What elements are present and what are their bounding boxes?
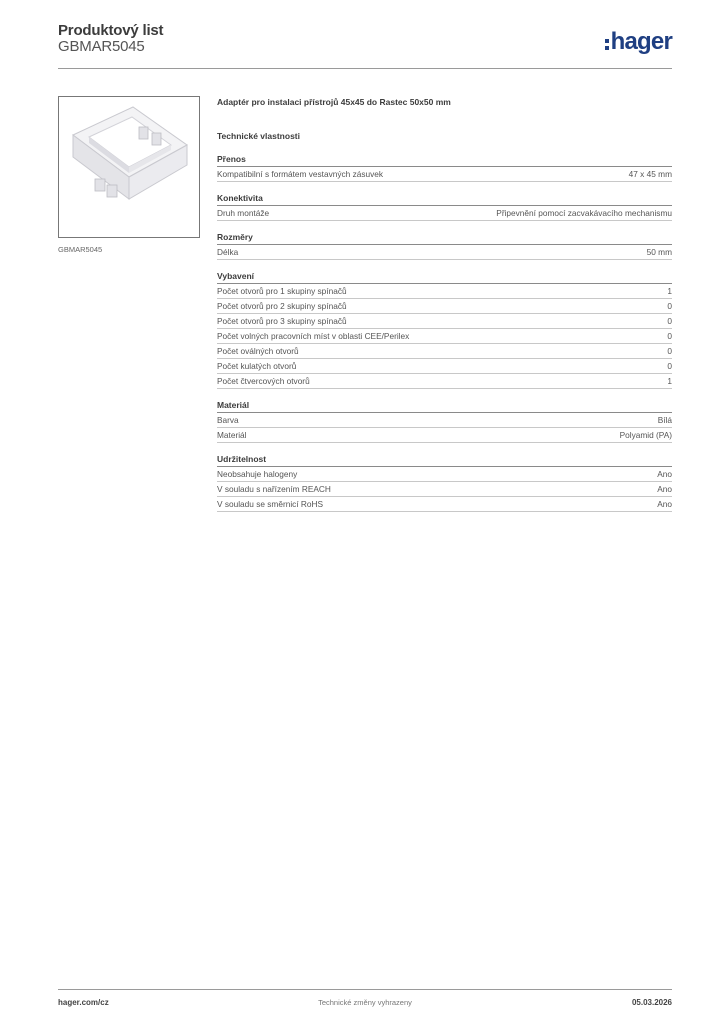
spec-value: 0 — [667, 346, 672, 356]
section-title: Přenos — [217, 153, 672, 167]
page-footer — [58, 989, 672, 1007]
spec-row — [217, 359, 672, 374]
image-caption: GBMAR5045 — [58, 245, 103, 254]
spec-label: Barva — [217, 415, 239, 425]
spec-row — [217, 428, 672, 443]
specification-sections — [217, 153, 672, 512]
section-title: Materiál — [217, 399, 672, 413]
spec-value: 47 x 45 mm — [628, 169, 672, 179]
spec-value: Ano — [657, 499, 672, 509]
spec-row — [217, 413, 672, 428]
spec-label: Počet otvorů pro 2 skupiny spínačů — [217, 301, 347, 311]
spec-row — [217, 329, 672, 344]
footer-website-link[interactable]: hager.com/cz — [58, 998, 109, 1007]
section-title: Vybavení — [217, 270, 672, 284]
footer-notice: Technické změny vyhrazeny — [318, 998, 412, 1007]
spec-row — [217, 497, 672, 512]
spec-row — [217, 374, 672, 389]
spec-label: Materiál — [217, 430, 247, 440]
logo-text: hager — [610, 28, 672, 55]
spec-row — [217, 344, 672, 359]
spec-label: Počet kulatých otvorů — [217, 361, 297, 371]
spec-row — [217, 167, 672, 182]
spec-value: Připevnění pomocí zacvakávacího mechanismu — [496, 208, 672, 218]
document-title: Produktový list — [58, 22, 164, 39]
spec-value: Ano — [657, 469, 672, 479]
footer-date: 05.03.2026 — [631, 998, 672, 1007]
technical-properties-heading: Technické vlastnosti — [217, 131, 300, 141]
spec-label: Délka — [217, 247, 239, 257]
logo-dots-icon — [605, 39, 609, 50]
spec-label: Počet otvorů pro 3 skupiny spínačů — [217, 316, 347, 326]
spec-value: 50 mm — [646, 247, 672, 257]
spec-row — [217, 482, 672, 497]
spec-row — [217, 467, 672, 482]
spec-row — [217, 299, 672, 314]
spec-label: Druh montáže — [217, 208, 270, 218]
spec-row — [217, 245, 672, 260]
spec-value: Polyamid (PA) — [619, 430, 672, 440]
spec-value: Bílá — [657, 415, 672, 425]
hager-logo — [605, 28, 672, 56]
spec-label: Počet otvorů pro 1 skupiny spínačů — [217, 286, 347, 296]
spec-label: V souladu s nařízením REACH — [217, 484, 331, 494]
spec-row — [217, 284, 672, 299]
spec-label: V souladu se směrnicí RoHS — [217, 499, 324, 509]
spec-row — [217, 206, 672, 221]
spec-label: Počet volných pracovních míst v oblasti CEE/Perilex — [217, 331, 410, 341]
spec-value: Ano — [657, 484, 672, 494]
product-code: GBMAR5045 — [58, 38, 145, 55]
section-title: Konektivita — [217, 192, 672, 206]
product-image — [58, 96, 200, 238]
product-name: Adaptér pro instalaci přístrojů 45x45 do Rastec 50x50 mm — [217, 97, 451, 107]
spec-label: Počet oválných otvorů — [217, 346, 299, 356]
section-title: Rozměry — [217, 231, 672, 245]
product-details — [217, 95, 672, 512]
spec-value: 0 — [667, 331, 672, 341]
section-title: Udržitelnost — [217, 453, 672, 467]
spec-value: 1 — [667, 286, 672, 296]
spec-row — [217, 314, 672, 329]
spec-label: Počet čtvercových otvorů — [217, 376, 310, 386]
spec-label: Neobsahuje halogeny — [217, 469, 298, 479]
spec-label: Kompatibilní s formátem vestavných zásuvek — [217, 169, 384, 179]
page-header — [58, 22, 672, 69]
square-frame-adapter-icon — [59, 97, 199, 237]
spec-value: 1 — [667, 376, 672, 386]
spec-value: 0 — [667, 301, 672, 311]
spec-value: 0 — [667, 361, 672, 371]
spec-value: 0 — [667, 316, 672, 326]
